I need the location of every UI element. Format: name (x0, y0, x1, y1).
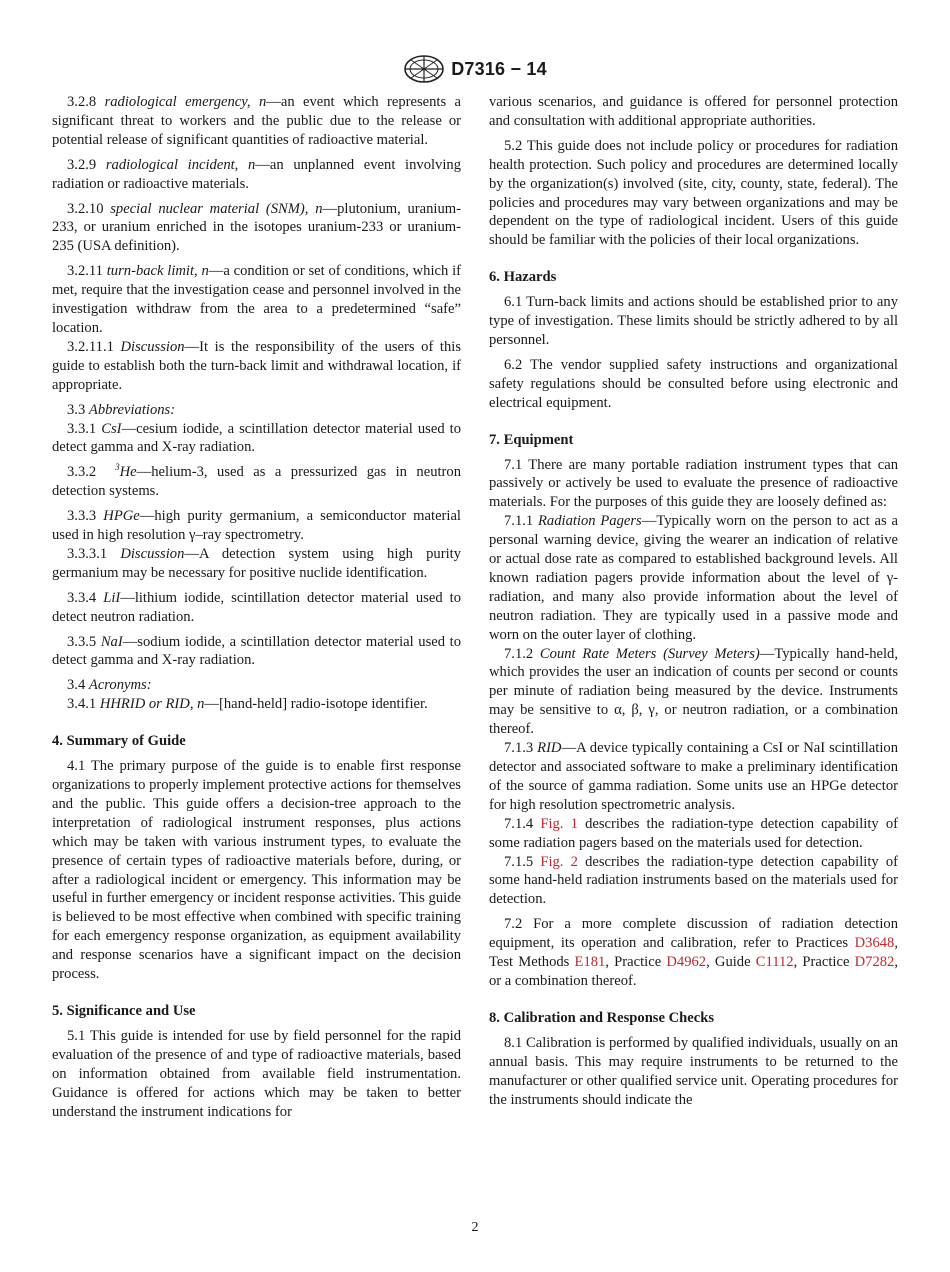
section-3-4-1: 3.4.1 HHRID or RID, n—[hand-held] radio-isotope identifier. (67, 696, 428, 713)
e181-link[interactable]: E181 (574, 954, 606, 971)
section-5-1-continued: various scenarios, and guidance is offered for personnel protection and consultation with additional appropriate authorities. (489, 94, 898, 129)
section-7-2: 7.2 For a more complete discussion of radiation detection equipment, its operation and calibration, refer to Practices D3648, Test Methods E181, Practice D4962, Guide C1112, Practice D7282, or a combination thereof. (489, 916, 898, 989)
section-3-3-3: 3.3.3 HPGe—high purity germanium, a semiconductor material used in high resolution γ–ray spectrometry. (52, 508, 461, 544)
section-3-3: 3.3 Abbreviations: (67, 401, 176, 418)
heading-calibration: 8. Calibration and Response Checks (489, 1009, 715, 1026)
section-6-1: 6.1 Turn-back limits and actions should be established prior to any type of investigation. These limits should be strictly adhered to by all personnel. (489, 294, 898, 348)
section-7-1-1: 7.1.1 Radiation Pagers—Typically worn on the person to act as a personal warning device, giving the wearer an indication of relative or actual dose rate as compared to established background levels. All known radiation pagers provide information about the level of γ-radiation, and many also provide information about the level of neutron radiation. They are typically used in a passive mode and worn on the outer layer of clothing. (489, 513, 898, 643)
section-3-4: 3.4 Acronyms: (67, 677, 152, 694)
section-3-2-11: 3.2.11 turn-back limit, n—a condition or set of conditions, which if met, require that the investigation cease and personnel involved in the investigation withdraw from the area to a predetermined “safe” location. (52, 263, 461, 336)
heading-hazards: 6. Hazards (489, 269, 557, 286)
section-6-2: 6.2 The vendor supplied safety instructions and organizational safety regulations should be consulted before using electronic and electrical equipment. (489, 356, 898, 411)
section-4-1: 4.1 The primary purpose of the guide is to enable first response organizations to properly implement protective actions for themselves and the public. This guide offers a decision-tree approach to the interpretation of radiological instrument responses, plus actions which may be taken with various instrument types, to evaluate the presence of certain types of radioactive materials before, during, or after a radiological incident or emergency. This information may be useful in further emergency or incident response activities. This guide is believed to be most effective when combined with specific training for each emergency response organization, as equipment availability and response scenarios have a significant impact on the decision process. (52, 758, 461, 983)
heading-equipment: 7. Equipment (489, 431, 574, 448)
section-5-1: 5.1 This guide is intended for use by field personnel for the rapid evaluation of the presence of and type of radioactive materials, based on information obtained from available field instrumentation. Guidance is offered for actions which may be taken to better understand the instrument indications for (52, 1027, 461, 1120)
d7282-link[interactable]: D7282 (854, 954, 895, 971)
page-number: 2 (471, 1220, 479, 1235)
d3648-link[interactable]: D3648 (854, 935, 895, 952)
section-3-2-8: 3.2.8 radiological emergency, n—an event which represents a significant threat to workers and the public due to the release or potential release of significant quantities of radioactive material. (52, 94, 461, 148)
section-7-1: 7.1 There are many portable radiation instrument types that can passively or actively be used to evaluate the presence of radioactive materials. For the purposes of this guide they are loosely defined as: (489, 456, 898, 511)
section-3-2-10: 3.2.10 special nuclear material (SNM), n—plutonium, uranium-233, or uranium enriched in the isotopes uranium-233 or uranium-235 (USA definition). (52, 200, 461, 255)
section-7-1-4: 7.1.4 Fig. 1 describes the radiation-type detection capability of some radiation pagers based on the materials used for detection. (489, 815, 899, 851)
section-3-3-5: 3.3.5 NaI—sodium iodide, a scintillation detector material used to detect gamma and X-ray radiation. (52, 633, 461, 669)
section-7-1-2: 7.1.2 Count Rate Meters (Survey Meters)—Typically hand-held, which provides the user an indication of counts per second or counts per minute of radiation being measured by the device. Instruments may be sensitive to α, β, γ, or neutron radiation, or a combination thereof. (489, 645, 898, 738)
fig-1-link[interactable]: Fig. 1 (540, 815, 578, 832)
section-8-1: 8.1 Calibration is performed by qualified individuals, usually on an annual basis. This may require instruments to be returned to the manufacturer or other qualified service unit. Operating procedures for the instruments should indicate the (489, 1034, 898, 1108)
c1112-link[interactable]: C1112 (755, 954, 794, 971)
section-3-2-9: 3.2.9 radiological incident, n—an unplanned event involving radiation or radioactive materials. (52, 156, 461, 192)
d4962-link[interactable]: D4962 (666, 954, 707, 971)
section-3-3-4: 3.3.4 LiI—lithium iodide, scintillation detector material used to detect neutron radiation. (52, 589, 461, 625)
page-header (0, 54, 950, 84)
section-3-3-1: 3.3.1 CsI—cesium iodide, a scintillation detector material used to detect gamma and X-ray radiation. (52, 420, 461, 456)
right-column (489, 93, 898, 1115)
section-3-3-3-1: 3.3.3.1 Discussion—A detection system using high purity germanium may be necessary for positive nuclide identification. (52, 545, 461, 581)
astm-logo-icon (403, 54, 445, 84)
section-7-1-5: 7.1.5 Fig. 2 describes the radiation-type detection capability of some hand-held radiation instruments based on the materials used for detection. (489, 853, 899, 908)
heading-significance-and-use: 5. Significance and Use (52, 1002, 196, 1019)
left-column (52, 93, 461, 1127)
heading-summary-of-guide: 4. Summary of Guide (52, 733, 186, 750)
fig-2-link[interactable]: Fig. 2 (540, 853, 578, 870)
section-7-1-3: 7.1.3 RID—A device typically containing a CsI or NaI scintillation detector and associated software to make a preliminary identification of the source of gamma radiation. Some units use an HPGe detector for high resolution spectrometric analysis. (489, 740, 898, 813)
section-3-2-11-1: 3.2.11.1 Discussion—It is the responsibility of the users of this guide to establish both the turn-back limit and withdrawal location, if appropriate. (52, 338, 461, 393)
section-5-2: 5.2 This guide does not include policy or procedures for radiation health protection. Such policy and procedures are determined locally by the organization(s) involved (site, city, county, state, federal). The policies and procedures may vary between organizations and may be dependent on the type of radiological incident. Users of this guide should be familiar with the policies of their local organizations. (489, 137, 898, 249)
section-3-3-2: 3.3.2 $^3$He—helium-3, used as a pressurized gas in neutron detection systems. (52, 462, 461, 500)
document-id: D7316 − 14 (451, 58, 547, 79)
